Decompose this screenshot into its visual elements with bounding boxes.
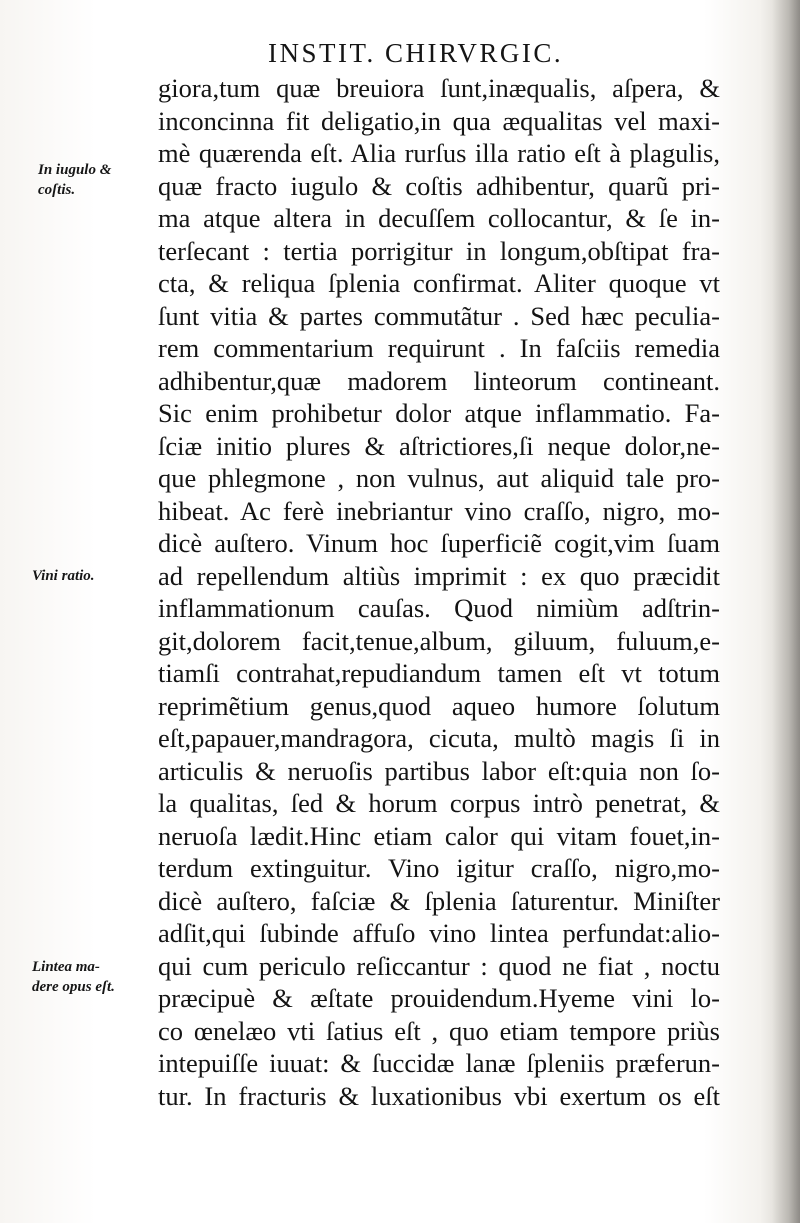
text-line: terdum extinguitur. Vino igitur craſſo, nigro,mo- (158, 853, 720, 883)
margin-note-vini (32, 566, 95, 586)
text-line: quæ fracto iugulo & coſtis adhibentur, quarũ pri- (158, 170, 720, 201)
margin-note-iugulo (38, 160, 111, 200)
margin-note-line: Vini ratio. (32, 568, 95, 584)
text-line: eſt,papauer,mandragora, cicuta, multò magis ſi in (158, 723, 720, 753)
text-line: rem commentarium requirunt . In faſciis remedia (158, 333, 720, 363)
text-line: la qualitas, ſed & horum corpus intrò penetrat, & (158, 788, 720, 818)
text-line: intepuiſſe iuuat: & ſuccidæ lanæ ſpleniis præferun- (158, 1048, 720, 1078)
text-line: dicè auſtero, faſciæ & ſplenia ſaturentur. Miniſter (158, 885, 720, 916)
text-line: ſunt vitia & partes commutãtur . Sed hæc peculia- (158, 300, 720, 331)
text-line: inflammationum cauſas. Quod nimiùm adſtrin- (158, 593, 720, 623)
text-line: co œnelæo vti ſatius eſt , quo etiam tempore priùs (158, 1015, 720, 1046)
text-line: ad repellendum altiùs imprimit : ex quo præcidit (158, 560, 720, 591)
text-line: Sic enim prohibetur dolor atque inflammatio. Fa- (158, 398, 720, 428)
text-line: mè quærenda eſt. Alia rurſus illa ratio eſt à plagulis, (158, 138, 720, 168)
margin-note-line: coſtis. (38, 182, 76, 198)
text-line: giora,tum quæ breuiora ſunt,inæqualis, aſpera, & (158, 73, 720, 103)
text-line: ma atque altera in decuſſem collocantur, & ſe in- (158, 203, 720, 233)
text-line: terſecant : tertia porrigitur in longum,obſtipat fra- (158, 235, 720, 266)
main-text-block (158, 72, 720, 1112)
text-line: adſit,qui ſubinde affuſo vino lintea perfundat:alio- (158, 918, 720, 948)
text-line: adhibentur,quæ madorem linteorum contineant. (158, 365, 720, 396)
text-line: qui cum periculo reſiccantur : quod ne fiat , noctu (158, 950, 720, 981)
text-line: articulis & neruoſis partibus labor eſt:quia non ſo- (158, 755, 720, 786)
text-line: dicè auſtero. Vinum hoc ſuperficiẽ cogit,vim ſuam (158, 528, 720, 558)
text-line: reprimẽtium genus,quod aqueo humore ſolutum (158, 690, 720, 721)
margin-note-lintea (32, 957, 115, 997)
text-line: tiamſi contrahat,repudiandum tamen eſt vt totum (158, 658, 720, 688)
page-edge-shadow (772, 0, 800, 1223)
text-line: inconcinna fit deligatio,in qua æqualitas vel maxi- (158, 105, 720, 136)
running-head: INSTIT. CHIRVRGIC. (268, 38, 564, 68)
text-line: cta, & reliqua ſplenia confirmat. Aliter quoque vt (158, 268, 720, 298)
text-line: neruoſa lædit.Hinc etiam calor qui vitam fouet,in- (158, 820, 720, 851)
text-line: hibeat. Ac ferè inebriantur vino craſſo, nigro, mo- (158, 495, 720, 526)
text-line: git,dolorem facit,tenue,album, giluum, fuluum,e- (158, 625, 720, 656)
margin-note-line: In iugulo & (38, 162, 112, 178)
text-line: que phlegmone , non vulnus, aut aliquid tale pro- (158, 463, 720, 493)
margin-note-line: dere opus eſt. (32, 979, 115, 995)
text-line: præcipuè & æſtate prouidendum.Hyeme vini lo- (158, 983, 720, 1013)
margin-note-line: Lintea ma- (32, 959, 100, 975)
text-line: ſciæ initio plures & aſtrictiores,ſi neque dolor,ne- (158, 430, 720, 461)
text-line: tur. In fracturis & luxationibus vbi exertum os eſt (158, 1080, 720, 1111)
